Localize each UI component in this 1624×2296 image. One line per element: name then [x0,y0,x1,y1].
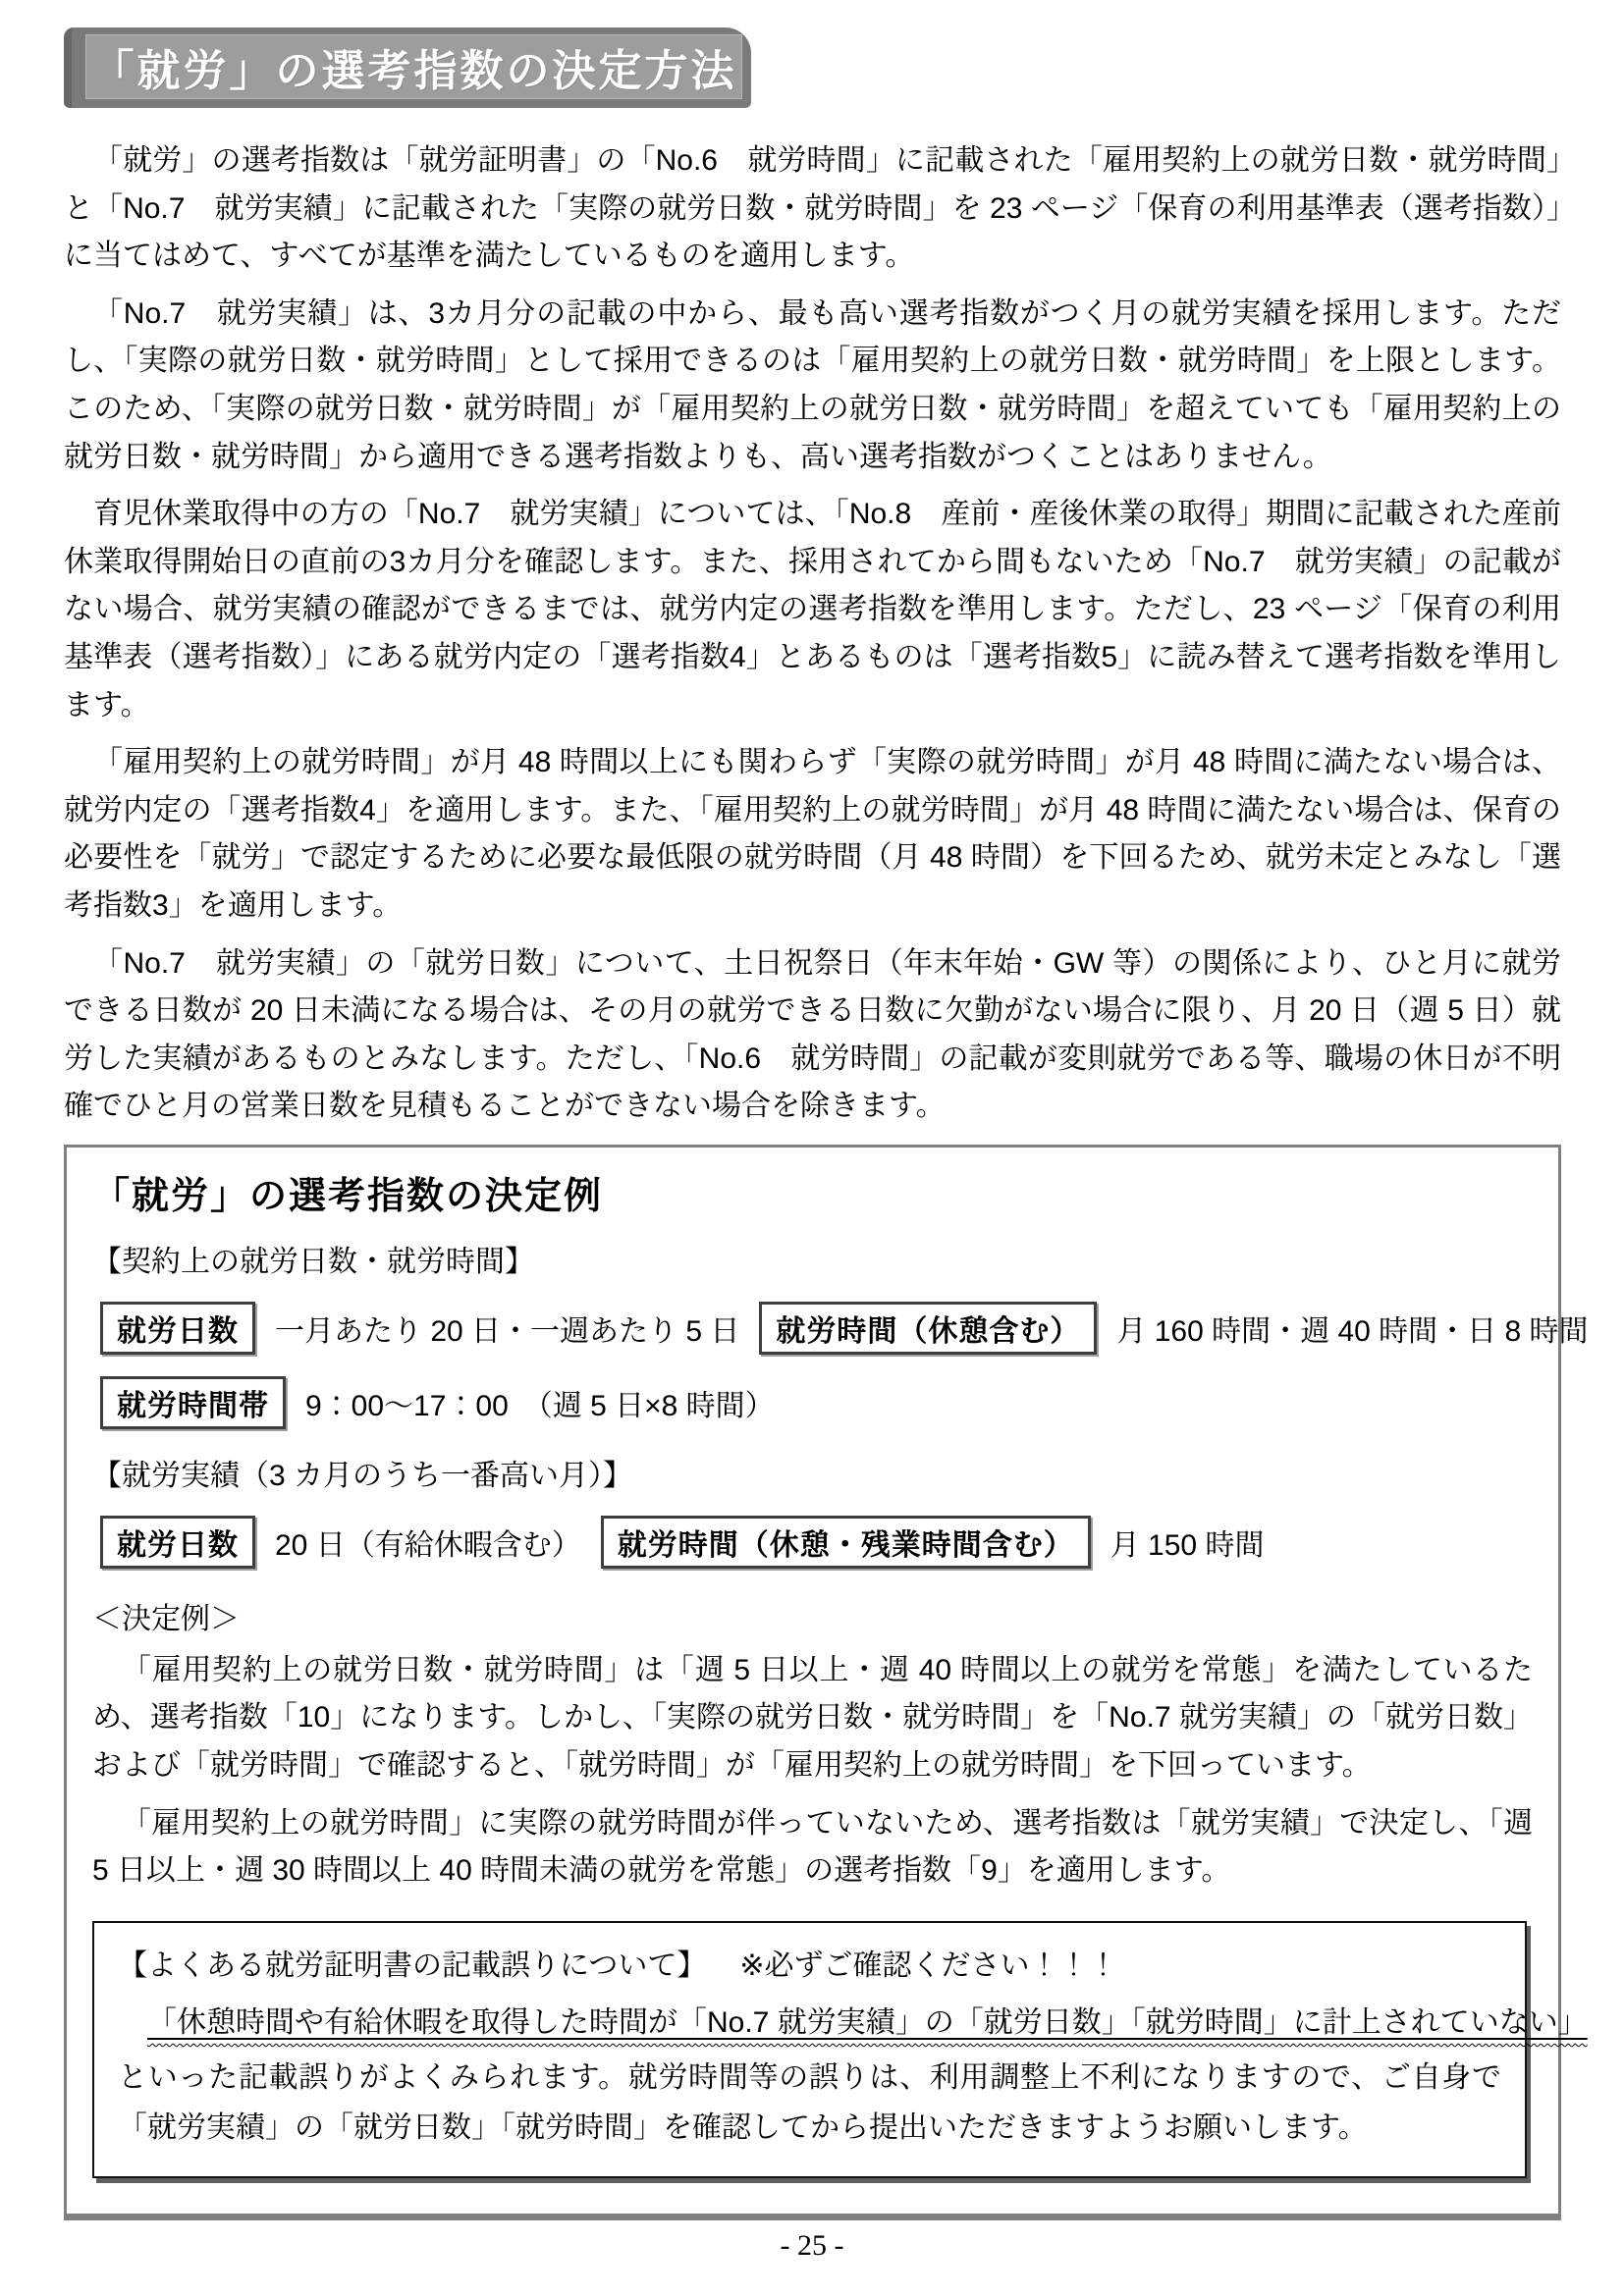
paragraph-workdays-rule: 「No.7 就労実績」の「就労日数」について、土日祝祭日（年末年始・GW 等）の関係により、ひと月に就労できる日数が 20 日未満になる場合は、その月の就労できる日数に欠勤がない場合に限り、月 20 日（週 5 日）就労した実績があるものとみなします。ただし、「No.6 就労時間」の記載が変則就労である等、職場の休日が不明確でひと月の営業日数を見積もることができない場合を除きます。 [64,946,1561,1123]
warning-heading-note: ※必ずご確認ください！！！ [739,1949,1118,1982]
page-title: 「就労」の選考指数の決定方法 [90,47,737,95]
decision-paragraph-1: 「雇用契約上の就労日数・就労時間」は「週 5 日以上・週 40 時間以上の就労を常態」を満たしているため、選考指数「10」になります。しかし、「実際の就労日数・就労時間」を「No.7 就労実績」の「就労日数」および「就労時間」で確認すると、「就労時間」が「雇用契約上の就労時間」を下回っています。 [92,1653,1533,1783]
work-days-tag: 就労日数 [100,1302,255,1355]
paragraph-48-hours-rule: 「雇用契約上の就労時間」が月 48 時間以上にも関わらず「実際の就労時間」が月 48 時間に満たない場合は、就労内定の「選考指数4」を適用します。また、「雇用契約上の就労時間」が月 48 時間に満たない場合は、保育の必要性を「就労」で認定するために必要な最低限の就労時間（月 48 時間）を下回るため、就労未定とみなし「選考指数3」を適用します。 [64,746,1561,922]
actual-hours-tag: 就労時間（休憩・残業時間含む） [601,1516,1091,1569]
page-title-banner [64,27,751,108]
contract-timeband-row [100,1376,1533,1429]
work-timeband-value: 9：00～17：00 （週 5 日×8 時間） [305,1389,775,1422]
paragraph-no7-rule: 「No.7 就労実績」は、3カ月分の記載の中から、最も高い選考指数がつく月の就労実績を採用します。ただし、「実際の就労日数・就労時間」として採用できるのは「雇用契約上の就労日数・就労時間」を上限とします。このため、「実際の就労日数・就労時間」が「雇用契約上の就労日数・就労時間」を超えていても「雇用契約上の就労日数・就労時間」から適用できる選考指数よりも、高い選考指数がつくことはありません。 [64,296,1561,473]
work-days-value: 一月あたり 20 日・一週あたり 5 日 [275,1314,740,1348]
warning-heading [118,1941,1501,1984]
contract-section-label: 【契約上の就労日数・就労時間】 [92,1245,534,1278]
warning-underlined-line [118,2000,1588,2048]
decision-example-label: ＜決定例＞ [92,1602,240,1635]
actual-days-value: 20 日（有給休暇含む） [275,1528,581,1562]
warning-body-text: といった記載誤りがよくみられます。就労時間等の誤りは、利用調整上不利になりますので、ご自身で「就労実績」の「就労日数」「就労時間」を確認してから提出いただきますようお願いします。 [118,2061,1501,2145]
actual-days-hours-row [100,1516,1533,1569]
actual-hours-value: 月 150 時間 [1110,1528,1265,1562]
actual-days-tag: 就労日数 [100,1516,255,1569]
work-hours-value: 月 160 時間・週 40 時間・日 8 時間 [1116,1314,1589,1348]
work-timeband-tag: 就労時間帯 [100,1376,286,1429]
warning-box [92,1921,1588,2179]
example-box-title: 「就労」の選考指数の決定例 [92,1175,604,1217]
warning-heading-title: 【よくある就労証明書の記載誤りについて】 [118,1949,707,1982]
page-number: - 25 - [780,2229,844,2262]
example-box [64,1145,1589,2221]
page-title-banner-inner [85,34,742,99]
contract-days-hours-row [100,1302,1589,1355]
paragraph-childcare-leave: 育児休業取得中の方の「No.7 就労実績」については、「No.8 産前・産後休業の取得」期間に記載された産前休業取得開始日の直前の3カ月分を確認します。また、採用されてから間もないため「No.7 就労実績」の記載がない場合、就労実績の確認ができるまでは、就労内定の選考指数を準用します。ただし、23 ページ「保育の利用基準表（選考指数）」にある就労内定の「選考指数4」とあるものは「選考指数5」に読み替えて選考指数を準用します。 [64,498,1561,721]
warning-underlined-text: 「休憩時間や有給休暇を取得した時間が「No.7 就労実績」の「就労日数」「就労時間」に計上されていない」 [147,2005,1588,2039]
work-hours-tag: 就労時間（休憩含む） [759,1302,1097,1355]
actual-section-label: 【就労実績（3 カ月のうち一番高い月）】 [92,1459,633,1492]
warning-underline-solid [147,2006,1588,2039]
paragraph-index-basis: 「就労」の選考指数は「就労証明書」の「No.6 就労時間」に記載された「雇用契約上の就労日数・就労時間」と「No.7 就労実績」に記載された「実際の就労日数・就労時間」を 23 ページ「保育の利用基準表（選考指数）」に当てはめて、すべてが基準を満たしているものを適用します。 [64,144,1561,273]
decision-paragraph-2: 「雇用契約上の就労時間」に実際の就労時間が伴っていないため、選考指数は「就労実績」で決定し、「週 5 日以上・週 30 時間以上 40 時間未満の就労を常態」の選考指数「9」を適用します。 [92,1806,1533,1888]
